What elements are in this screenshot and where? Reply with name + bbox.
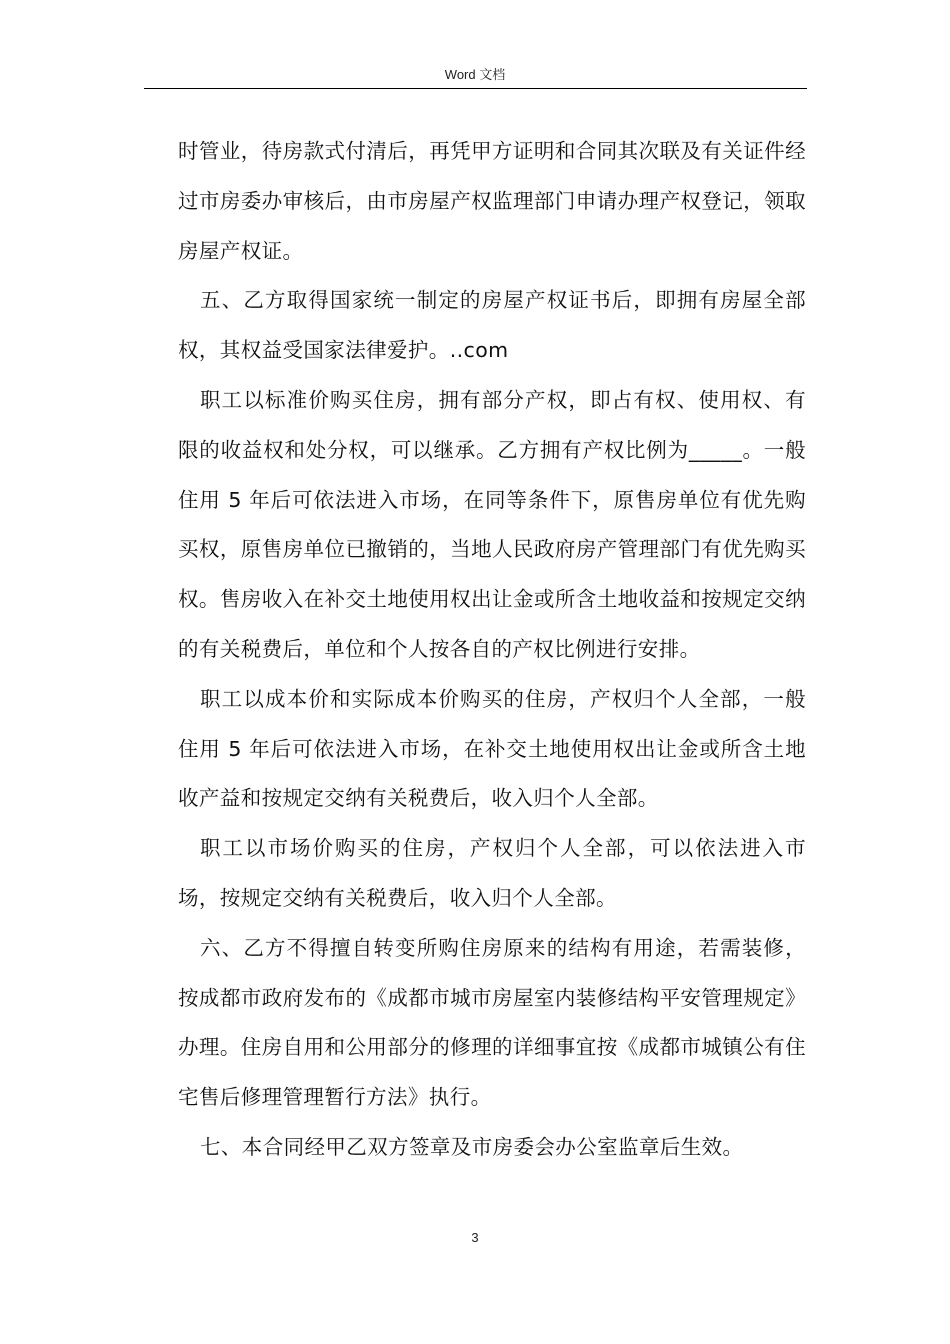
paragraph-standard-price: 职工以标准价购买住房，拥有部分产权，即占有权、使用权、有限的收益权和处分权，可以继承。乙方拥有产权比例为_____。一般住用 5 年后可依法进入市场，在同等条件下，原售房单位有优先购买权，原售房单位已撤销的，当地人民政府房产管理部门有优先购买权。售房收入在补交土地使用权出让金或所含土地收益和按规定交纳的有关税费后，单位和个人按各自的产权比例进行安排。 <box>178 387 806 661</box>
paragraph-clause-five: 五、乙方取得国家统一制定的房屋产权证书后，即拥有房屋全部权，其权益受国家法律爱护。..com <box>178 288 806 363</box>
paragraph-clause-six: 六、乙方不得擅自转变所购住房原来的结构有用途，若需装修，按成都市政府发布的《成都市城市房屋室内装修结构平安管理规定》办理。住房自用和公用部分的修理的详细事宜按《成都市城镇公有住宅售后修理管理暂行方法》执行。 <box>178 935 806 1110</box>
paragraph-cost-price: 职工以成本价和实际成本价购买的住房，产权归个人全部，一般住用 5 年后可依法进入市场，在补交土地使用权出让金或所含土地收产益和按规定交纳有关税费后，收入归个人全部。 <box>178 686 806 811</box>
paragraph-market-price: 职工以市场价购买的住房，产权归个人全部，可以依法进入市场，按规定交纳有关税费后，收入归个人全部。 <box>178 836 806 910</box>
document-header-label: Word 文档 <box>444 67 506 82</box>
paragraph-continuation: 时管业，待房款式付清后，再凭甲方证明和合同其次联及有关证件经过市房委办审核后，由市房屋产权监理部门申请办理产权登记，领取房屋产权证。 <box>178 139 806 263</box>
header-divider <box>144 88 807 89</box>
document-body <box>178 127 806 1173</box>
page-number: 3 <box>471 1230 479 1245</box>
paragraph-clause-seven: 七、本合同经甲乙双方签章及市房委会办公室监章后生效。 <box>200 1134 744 1159</box>
